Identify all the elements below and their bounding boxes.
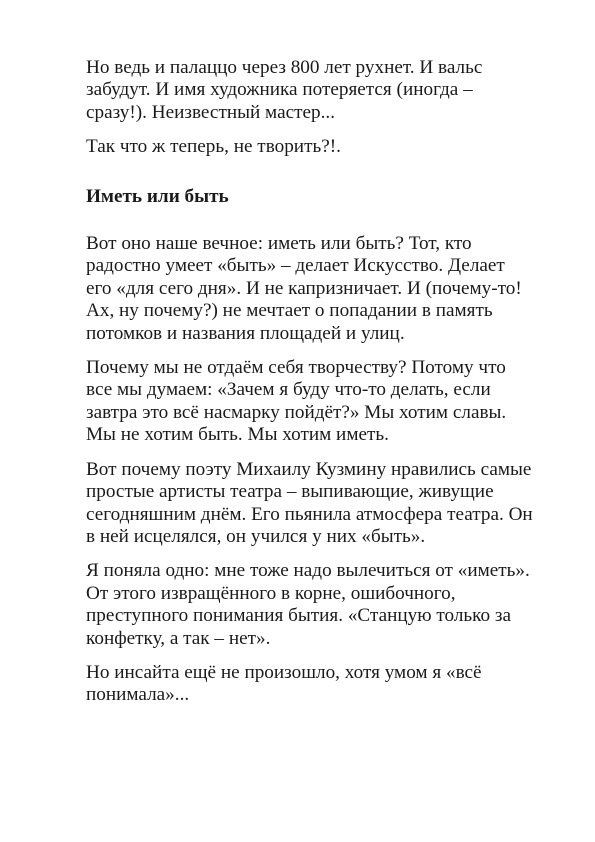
section-paragraph-2 <box>86 357 526 447</box>
text-line: Мы не хотим быть. Мы хотим иметь. <box>86 424 389 446</box>
section-paragraph-1 <box>86 233 526 345</box>
text-line: понимала»... <box>86 684 190 706</box>
text-line: потомков и названия площадей и улиц. <box>86 322 405 344</box>
text-line: простые артисты театра – выпивающие, живущие <box>86 481 494 503</box>
text-line: все мы думаем: «Зачем я буду что-то делать, если <box>86 379 491 401</box>
section-paragraph-4 <box>86 560 530 650</box>
text-line: преступного понимания бытия. «Станцую только за <box>86 605 511 627</box>
text-line: Вот почему поэту Михаилу Кузмину нравились самые <box>86 458 532 480</box>
text-line: Но ведь и палаццо через 800 лет рухнет. И вальс <box>86 57 483 78</box>
intro-paragraph-1 <box>86 57 526 124</box>
text-line: Ах, ну почему?) не мечтает о попадании в память <box>86 300 493 322</box>
text-line: Вот оно наше вечное: иметь или быть? Тот, кто <box>86 233 472 255</box>
text-line: конфетку, а так – нет». <box>86 627 271 649</box>
text-line: сразу!). Неизвестный мастер... <box>86 101 335 123</box>
text-line: его «для сего дня». И не капризничает. И (почему-то! <box>86 277 522 299</box>
document-page <box>86 57 533 719</box>
text-line: в ней исцелялся, он учился у них «быть». <box>86 525 426 547</box>
section-paragraph-3 <box>86 458 533 549</box>
text-line: Я поняла одно: мне тоже надо вылечиться от «иметь». <box>86 560 530 582</box>
intro-paragraph-2 <box>86 136 526 158</box>
section-heading: Иметь или быть <box>86 185 229 207</box>
section-paragraph-5 <box>86 662 526 707</box>
text-line: сегодняшним днём. Его пьянила атмосфера театра. Он <box>86 503 533 525</box>
text-line: Так что ж теперь, не творить?!. <box>86 136 341 158</box>
text-line: радостно умеет «быть» – делает Искусство. Делает <box>86 255 505 277</box>
text-line: Но инсайта ещё не произошло, хотя умом я «всё <box>86 661 482 683</box>
text-line: завтра это всё насмарку пойдёт?» Мы хотим славы. <box>86 401 507 423</box>
text-line: забудут. И имя художника потеряется (иногда – <box>86 79 473 101</box>
text-line: Почему мы не отдаём себя творчеству? Потому что <box>86 357 506 379</box>
text-line: От этого извращённого в корне, ошибочного, <box>86 582 456 604</box>
